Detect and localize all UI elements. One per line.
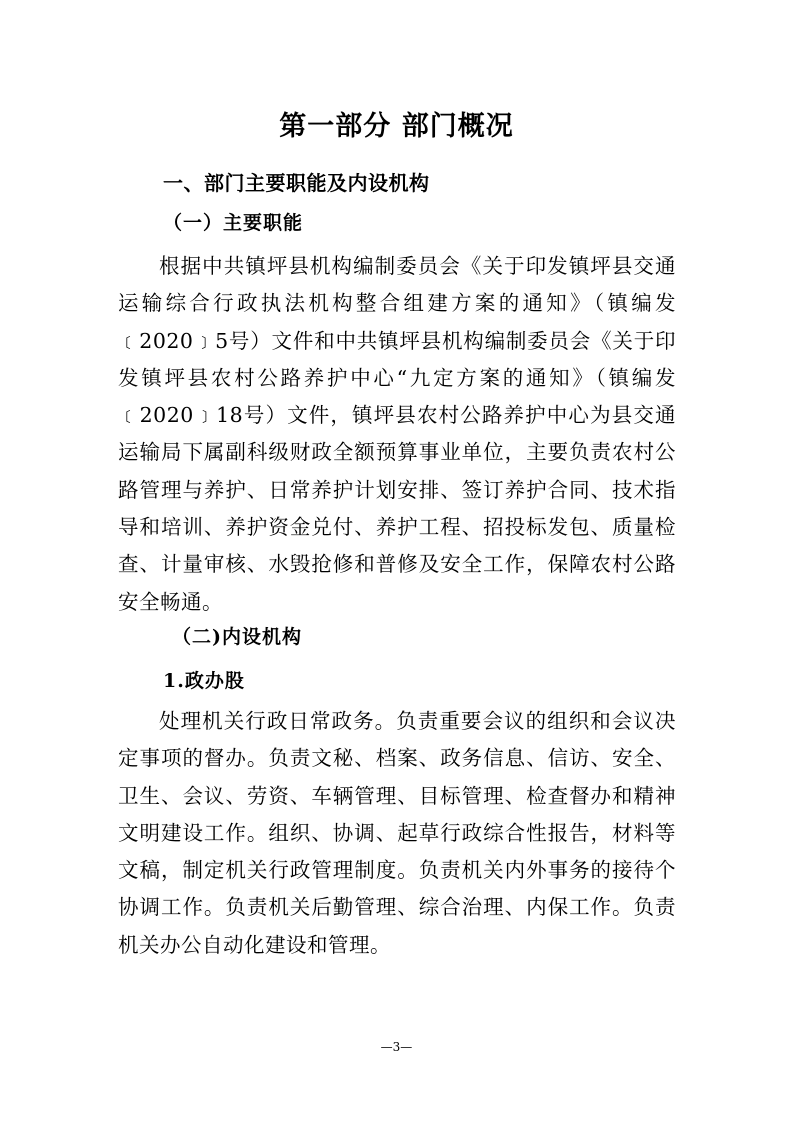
- administrative-office-paragraph: 处理机关行政日常政务。负责重要会议的组织和会议决定事项的督办。负责文秘、档案、政务信息、信访、安全、卫生、会议、劳资、车辆管理、目标管理、检查督办和精神文明建设工作。组织、协调、起草行政综合性报告，材料等文稿，制定机关行政管理制度。负责机关内外事务的接待个协调工作。负责机关后勤管理、综合治理、内保工作。负责机关办公自动化建设和管理。: [118, 709, 676, 957]
- main-functions-paragraph: 根据中共镇坪县机构编制委员会《关于印发镇坪县交通运输综合行政执法机构整合组建方案的通知》（镇编发﹝2020﹞5号）文件和中共镇坪县机构编制委员会《关于印发镇坪县农村公路养护中心“九定方案的通知》（镇编发﹝2020﹞18号）文件，镇坪县农村公路养护中心为县交通运输局下属副科级财政全额预算事业单位，主要负责农村公路管理与养护、日常养护计划安排、签订养护合同、技术指导和培训、养护资金兑付、养护工程、招投标发包、质量检查、计量审核、水毁抢修和普修及安全工作，保障农村公路安全畅通。: [118, 254, 676, 614]
- subsection-heading-main-functions: （一）主要职能: [163, 212, 304, 234]
- item-heading-administrative-office: 1.政办股: [163, 670, 245, 692]
- page-title: 第一部分 部门概况: [279, 111, 514, 142]
- section-heading-functions-and-structure: 一、部门主要职能及内设机构: [163, 171, 430, 195]
- subsection-heading-internal-structure: （二)内设机构: [172, 626, 302, 648]
- page-number: —3—: [380, 1040, 413, 1054]
